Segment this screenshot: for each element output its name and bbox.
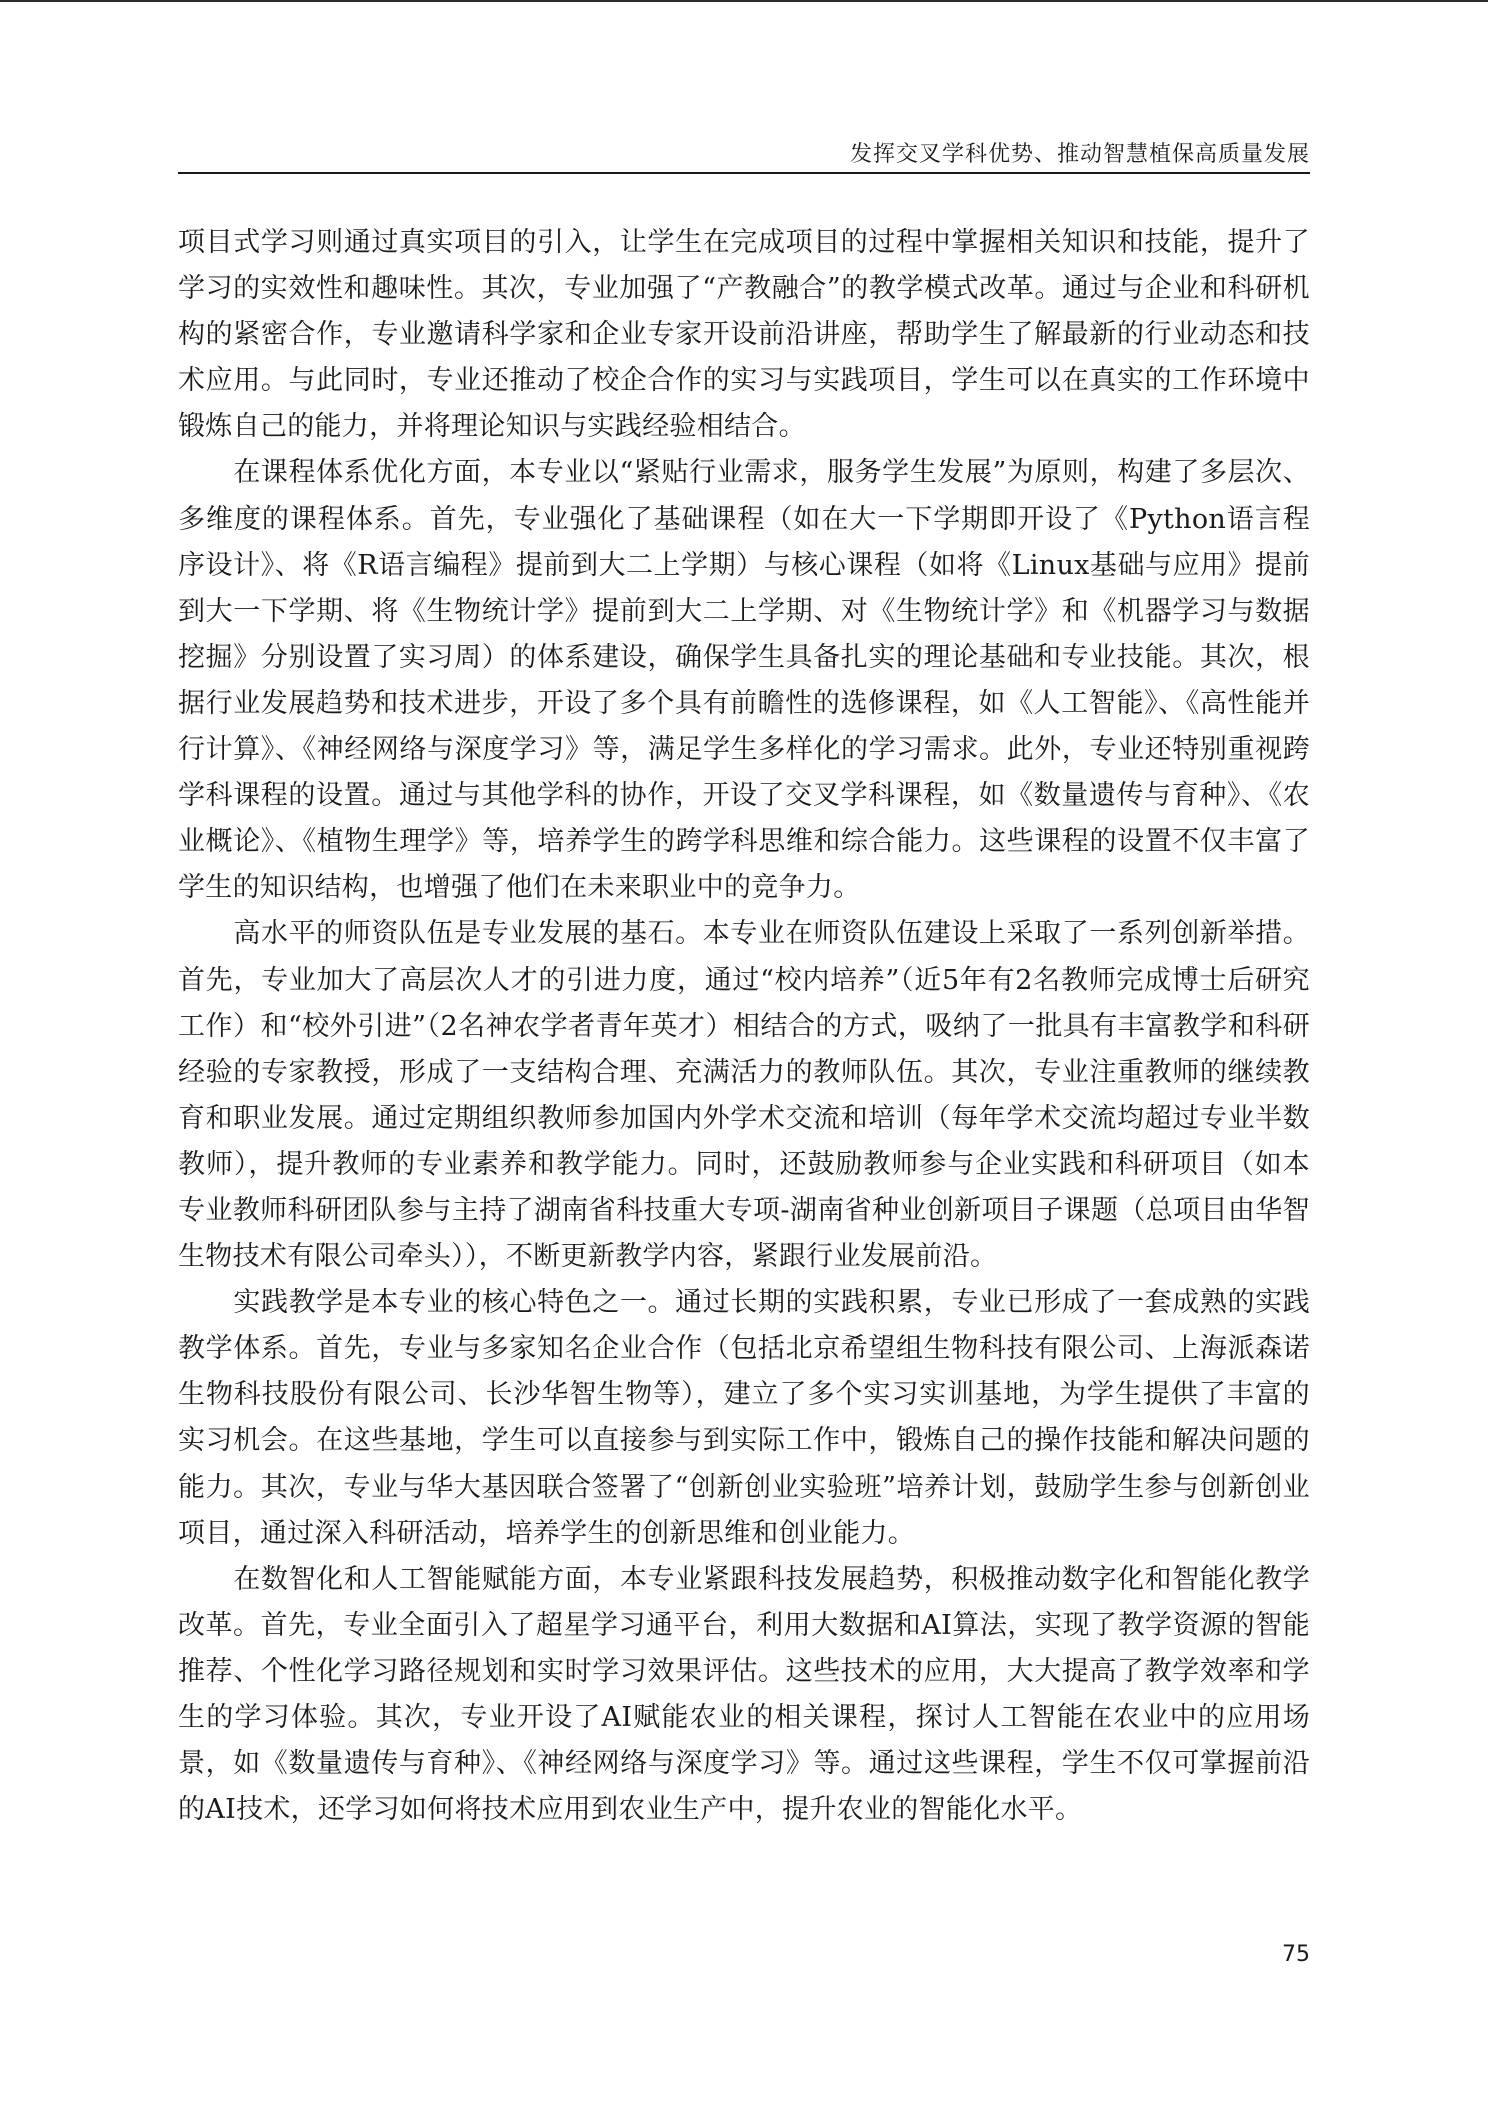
header-rule [178,172,1310,174]
body-text [178,220,1310,1833]
paragraph-1: 项目式学习则通过真实项目的引入，让学生在完成项目的过程中掌握相关知识和技能，提升了学习的实效性和趣味性。其次，专业加强了“产教融合”的教学模式改革。通过与企业和科研机构的紧密合作，专业邀请科学家和企业专家开设前沿讲座，帮助学生了解最新的行业动态和技术应用。与此同时，专业还推动了校企合作的实习与实践项目，学生可以在真实的工作环境中锻炼自己的能力，并将理论知识与实践经验相结合。 [178,227,1310,443]
page-number: 75 [1282,1942,1310,1967]
top-border-rule [0,0,1488,2]
paragraph-4: 实践教学是本专业的核心特色之一。通过长期的实践积累，专业已形成了一套成熟的实践教学体系。首先，专业与多家知名企业合作（包括北京希望组生物科技有限公司、上海派森诺生物科技股份有限公司、长沙华智生物等），建立了多个实习实训基地，为学生提供了丰富的实习机会。在这些基地，学生可以直接参与到实际工作中，锻炼自己的操作技能和解决问题的能力。其次，专业与华大基因联合签署了“创新创业实验班”培养计划，鼓励学生参与创新创业项目，通过深入科研活动，培养学生的创新思维和创业能力。 [178,1287,1310,1549]
paragraph-3: 高水平的师资队伍是专业发展的基石。本专业在师资队伍建设上采取了一系列创新举措。首先，专业加大了高层次人才的引进力度，通过“校内培养”（近5年有2名教师完成博士后研究工作）和“校外引进”（2名神农学者青年英才）相结合的方式，吸纳了一批具有丰富教学和科研经验的专家教授，形成了一支结构合理、充满活力的教师队伍。其次，专业注重教师的继续教育和职业发展。通过定期组织教师参加国内外学术交流和培训（每年学术交流均超过专业半数教师），提升教师的专业素养和教学能力。同时，还鼓励教师参与企业实践和科研项目（如本专业教师科研团队参与主持了湖南省科技重大专项-湖南省种业创新项目子课题（总项目由华智生物技术有限公司牵头）），不断更新教学内容，紧跟行业发展前沿。 [178,918,1310,1273]
running-header: 发挥交叉学科优势、推动智慧植保高质量发展 [849,142,1310,167]
paragraph-2: 在课程体系优化方面，本专业以“紧贴行业需求，服务学生发展”为原则，构建了多层次、多维度的课程体系。首先，专业强化了基础课程（如在大一下学期即开设了《Python语言程序设计》、将《R语言编程》提前到大二上学期）与核心课程（如将《Linux基础与应用》提前到大一下学期、将《生物统计学》提前到大二上学期、对《生物统计学》和《机器学习与数据挖掘》分别设置了实习周）的体系建设，确保学生具备扎实的理论基础和专业技能。其次，根据行业发展趋势和技术进步，开设了多个具有前瞻性的选修课程，如《人工智能》、《高性能并行计算》、《神经网络与深度学习》等，满足学生多样化的学习需求。此外，专业还特别重视跨学科课程的设置。通过与其他学科的协作，开设了交叉学科课程，如《数量遗传与育种》、《农业概论》、《植物生理学》等，培养学生的跨学科思维和综合能力。这些课程的设置不仅丰富了学生的知识结构，也增强了他们在未来职业中的竞争力。 [178,457,1310,904]
paragraph-5: 在数智化和人工智能赋能方面，本专业紧跟科技发展趋势，积极推动数字化和智能化教学改革。首先，专业全面引入了超星学习通平台，利用大数据和AI算法，实现了教学资源的智能推荐、个性化学习路径规划和实时学习效果评估。这些技术的应用，大大提高了教学效率和学生的学习体验。其次，专业开设了AI赋能农业的相关课程，探讨人工智能在农业中的应用场景，如《数量遗传与育种》、《神经网络与深度学习》等。通过这些课程，学生不仅可掌握前沿的AI技术，还学习如何将技术应用到农业生产中，提升农业的智能化水平。 [178,1563,1310,1826]
